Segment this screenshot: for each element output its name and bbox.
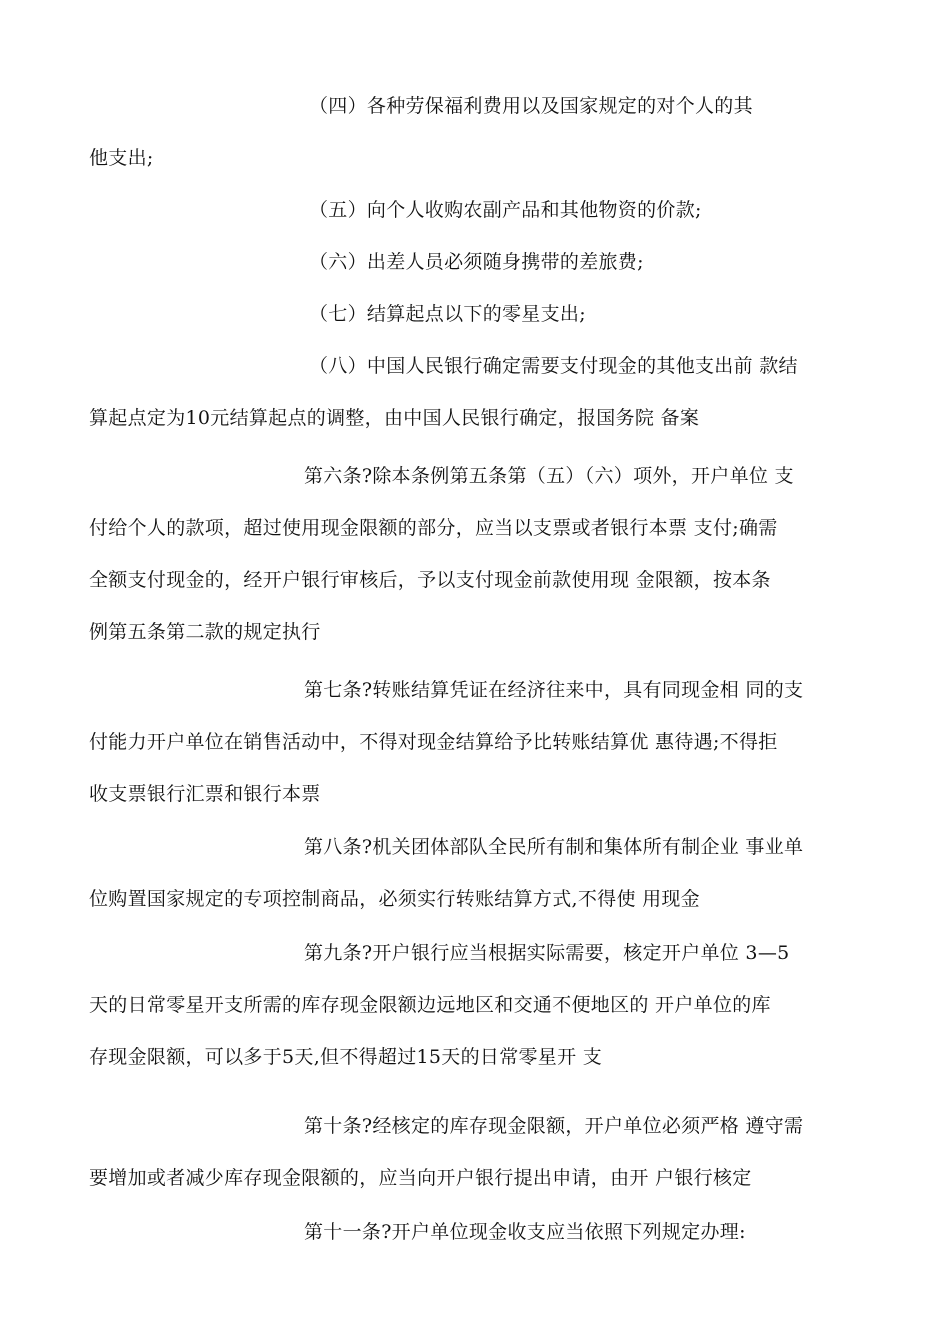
text-line: 要增加或者减少库存现金限额的，应当向开户银行提出申请，由开 户银行核定 xyxy=(89,1167,752,1189)
text-line: 第九条?开户银行应当根据实际需要，核定开户单位 3—5 xyxy=(304,942,790,964)
text-line: 第六条?除本条例第五条第（五）（六）项外，开户单位 支 xyxy=(304,465,794,487)
text-line: 位购置国家规定的专项控制商品，必须实行转账结算方式,不得使 用现金 xyxy=(89,888,700,910)
text-line: （五）向个人收购农副产品和其他物资的价款; xyxy=(309,199,702,221)
text-line: 第八条?机关团体部队全民所有制和集体所有制企业 事业单 xyxy=(304,836,804,858)
text-line: 收支票银行汇票和银行本票 xyxy=(89,783,321,805)
text-line: 算起点定为10元结算起点的调整，由中国人民银行确定，报国务院 备案 xyxy=(89,407,700,429)
text-line: 存现金限额，可以多于5天,但不得超过15天的日常零星开 支 xyxy=(89,1046,603,1068)
text-line: 第七条?转账结算凭证在经济往来中，具有同现金相 同的支 xyxy=(304,679,804,701)
text-line: 付给个人的款项，超过使用现金限额的部分，应当以支票或者银行本票 支付;确需 xyxy=(89,517,778,539)
text-line: 第十一条?开户单位现金收支应当依照下列规定办理: xyxy=(304,1221,746,1243)
text-line: 他支出; xyxy=(89,147,154,169)
text-line: （八）中国人民银行确定需要支付现金的其他支出前 款结 xyxy=(309,355,798,377)
text-line: （四）各种劳保福利费用以及国家规定的对个人的其 xyxy=(309,95,753,117)
text-line: （七）结算起点以下的零星支出; xyxy=(309,303,586,325)
text-line: （六）出差人员必须随身携带的差旅费; xyxy=(309,251,644,273)
text-line: 全额支付现金的，经开户银行审核后，予以支付现金前款使用现 金限额，按本条 xyxy=(89,569,771,591)
text-line: 例第五条第二款的规定执行 xyxy=(89,621,321,643)
text-line: 第十条?经核定的库存现金限额，开户单位必须严格 遵守需 xyxy=(304,1115,804,1137)
text-line: 天的日常零星开支所需的库存现金限额边远地区和交通不便地区的 开户单位的库 xyxy=(89,994,771,1016)
text-line: 付能力开户单位在销售活动中，不得对现金结算给予比转账结算优 惠待遇;不得拒 xyxy=(89,731,778,753)
